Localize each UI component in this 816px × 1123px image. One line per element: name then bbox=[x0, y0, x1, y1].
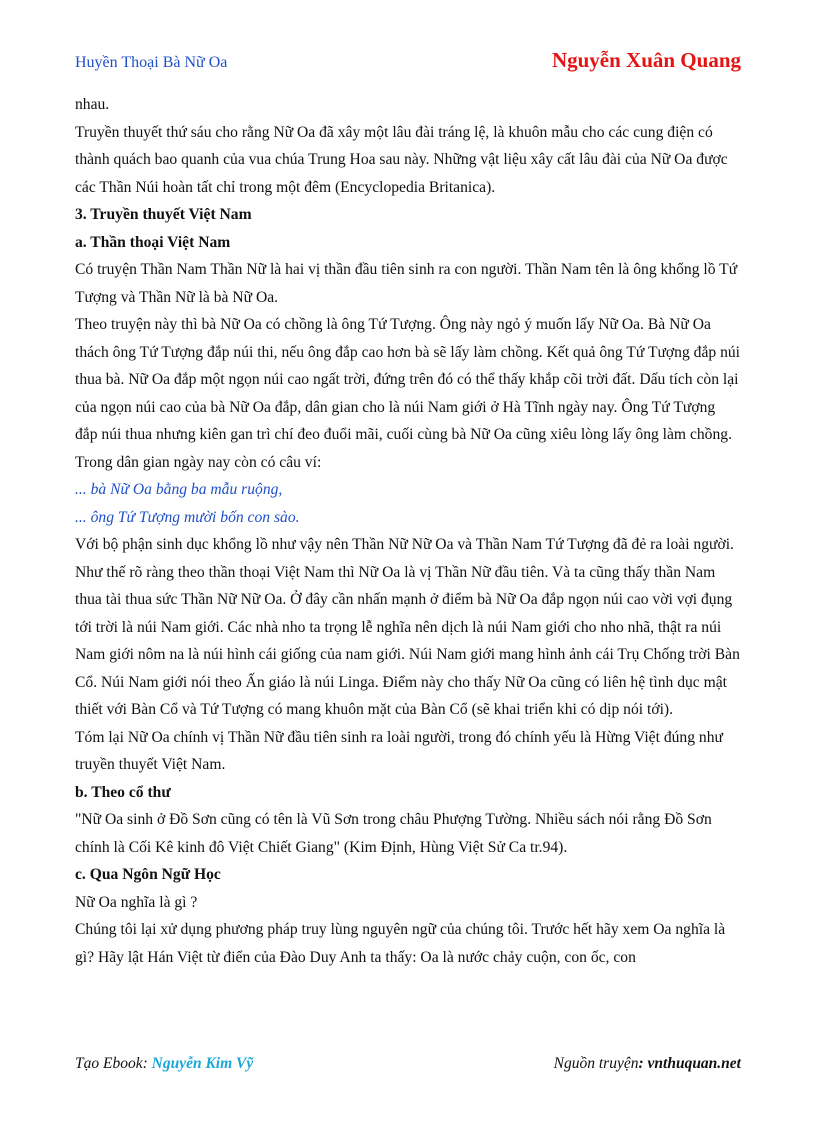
paragraph: nhau. bbox=[75, 96, 110, 113]
credit-name: Nguyễn Kim Vỹ bbox=[151, 1055, 254, 1072]
author-name: Nguyễn Xuân Quang bbox=[551, 48, 741, 72]
verse-line: ... ông Tứ Tượng mười bốn con sào. bbox=[75, 508, 300, 526]
subsection-heading: c. Qua Ngôn Ngữ Học bbox=[75, 866, 221, 883]
paragraph: Tóm lại Nữ Oa chính vị Thần Nữ đầu tiên sinh ra loài người, trong đó chính yếu là Hừng Việt đúng như truyền thuyết Việt Nam. bbox=[75, 728, 723, 773]
paragraph: "Nữ Oa sinh ở Đồ Sơn cũng có tên là Vũ Sơn trong châu Phượng Tường. Nhiều sách nói rằng Đồ Sơn chính là Cối Kê kinh đô Việt Chiết Giang" (Kim Định, Hùng Việt Sử Ca tr.94). bbox=[75, 811, 712, 856]
subsection-heading: b. Theo cổ thư bbox=[75, 783, 171, 801]
page-body bbox=[75, 91, 741, 971]
page-footer bbox=[75, 1055, 741, 1079]
verse-line: ... bà Nữ Oa bằng ba mẫu ruộng, bbox=[75, 481, 283, 498]
paragraph: Truyền thuyết thứ sáu cho rằng Nữ Oa đã xây một lâu đài tráng lệ, là khuôn mẫu cho các cung điện có thành quách bao quanh của vua chúa Trung Hoa sau này. Những vật liệu xây cất lâu đài của Nữ Oa được các Thần Núi hoàn tất chỉ trong một đêm (Encyclopedia Britanica). bbox=[75, 123, 728, 196]
paragraph: Chúng tôi lại xử dụng phương pháp truy lùng nguyên ngữ của chúng tôi. Trước hết hãy xem Oa nghĩa là gì? Hãy lật Hán Việt từ điển của Đào Duy Anh ta thấy: Oa là nước chảy cuộn, con ốc, con bbox=[75, 921, 726, 966]
paragraph: Như thế rõ ràng theo thần thoại Việt Nam thì Nữ Oa là vị Thần Nữ đầu tiên. Và ta cũng thấy thần Nam thua tài thua sức Thần Nữ Nữ Oa. Ở đây cần nhấn mạnh ở điểm bà Nữ Oa đắp ngọn núi cao vời vợi đụng tới trời là núi Nam giới. Các nhà nho ta trọng lễ nghĩa nên dịch là núi Nam giới cho nho nhã, thật ra núi Nam giới nôm na là núi hình cái giống của nam giới. Núi Nam giới mang hình ảnh cái Trụ Chống trời Bàn Cổ. Núi Nam giới nói theo Ấn giáo là núi Linga. Điểm này cho thấy Nữ Oa cũng có liên hệ tình dục mật thiết với Bàn Cổ và Tứ Tượng có mang khuôn mặt của Bàn Cổ (sẽ khai triển khi có dịp nói tới). bbox=[75, 563, 740, 718]
paragraph: Nữ Oa nghĩa là gì ? bbox=[75, 893, 198, 911]
credit-label: Tạo Ebook bbox=[75, 1055, 143, 1072]
source-separator: : bbox=[638, 1055, 648, 1072]
paragraph: Có truyện Thần Nam Thần Nữ là hai vị thần đầu tiên sinh ra con người. Thần Nam tên là ông khổng lồ Tứ Tượng và Thần Nữ là bà Nữ Oa. bbox=[75, 261, 738, 306]
source-label: Nguồn truyện bbox=[553, 1055, 639, 1072]
section-heading: 3. Truyền thuyết Việt Nam bbox=[75, 206, 252, 223]
book-title: Huyền Thoại Bà Nữ Oa bbox=[75, 54, 228, 71]
paragraph: Với bộ phận sinh dục khổng lồ như vậy nên Thần Nữ Nữ Oa và Thần Nam Tứ Tượng đã đẻ ra loài người. bbox=[75, 536, 734, 553]
source-name: vnthuquan.net bbox=[647, 1055, 741, 1072]
source-credit bbox=[554, 1055, 741, 1073]
ebook-credit bbox=[75, 1055, 253, 1073]
paragraph: Theo truyện này thì bà Nữ Oa có chồng là ông Tứ Tượng. Ông này ngỏ ý muốn lấy Nữ Oa. Bà Nữ Oa thách ông Tứ Tượng đắp núi thi, nếu ông đắp cao hơn bà sẽ lấy làm chồng. Kết quả ông Tứ Tượng đắp núi thua bà. Nữ Oa đắp một ngọn núi cao ngất trời, đứng trên đó có thể thấy khắp cõi trời đất. Dấu tích còn lại của ngọn núi cao của bà Nữ Oa đắp, dân gian cho là núi Nam giới ở Hà Tĩnh ngày nay. Ông Tứ Tượng đắp núi thua nhưng kiên gan trì chí đeo đuổi mãi, cuối cùng bà Nữ Oa cũng xiêu lòng lấy ông làm chồng. Trong dân gian ngày nay còn có câu ví: bbox=[75, 316, 740, 471]
subsection-heading: a. Thần thoại Việt Nam bbox=[75, 233, 231, 251]
credit-separator: : bbox=[142, 1055, 152, 1072]
page-header bbox=[75, 46, 741, 80]
